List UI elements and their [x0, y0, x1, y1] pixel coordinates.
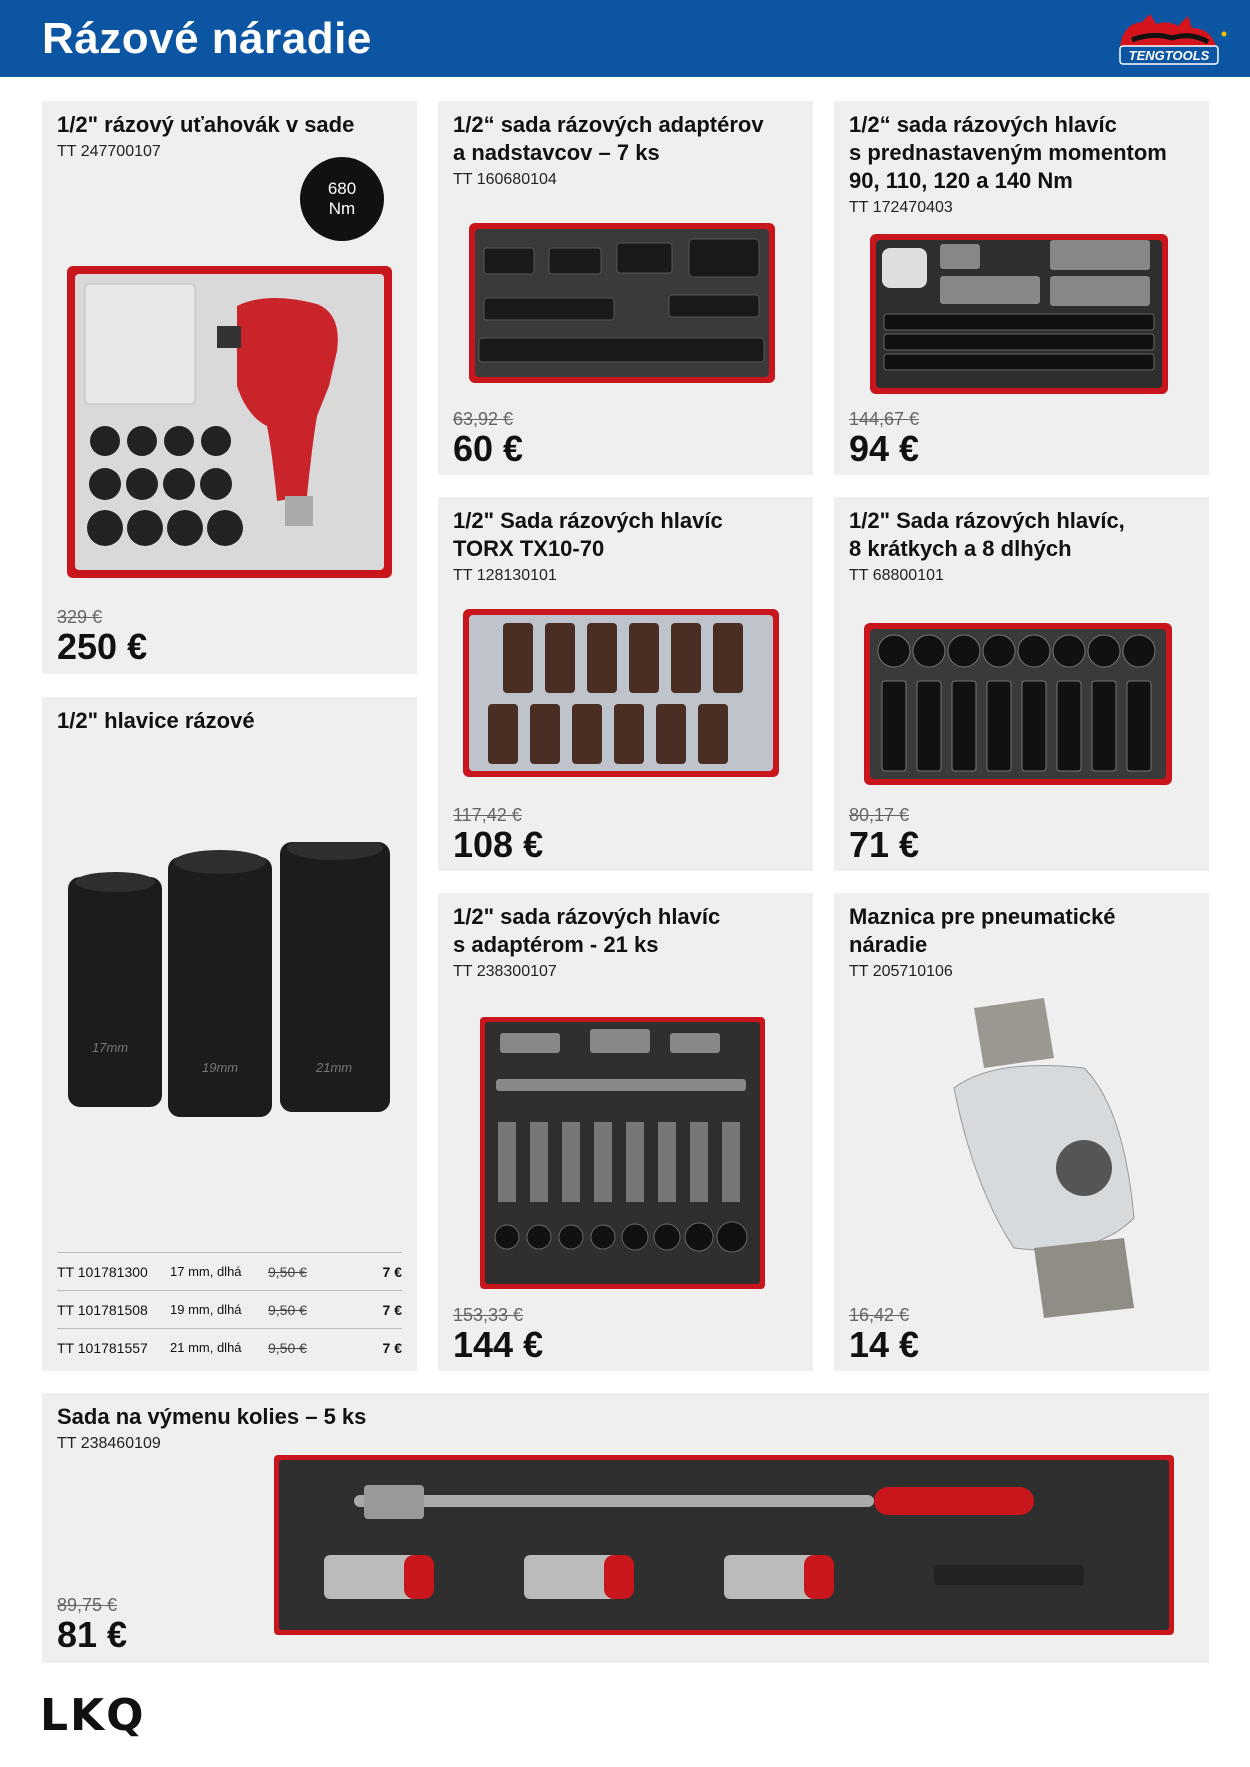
old-price: 153,33 €: [453, 1305, 524, 1325]
old-price: 144,67 €: [849, 409, 920, 429]
table-row: TT 101781508 19 mm, dlhá 9,50 € 7 €: [57, 1291, 402, 1329]
new-price: 144 €: [453, 1324, 544, 1365]
socket-set-21pcs-image: [480, 1017, 765, 1289]
torque-badge: 680 Nm: [300, 157, 384, 241]
short-long-socket-set-image: [864, 623, 1172, 785]
product-code: TT 238460109: [57, 1435, 161, 1452]
tengtools-logo: [1112, 10, 1232, 70]
product-title: Sada na výmenu kolies – 5 ks: [57, 1404, 367, 1429]
new-price: 250 €: [57, 626, 148, 667]
product-card-torx-socket-set[interactable]: [438, 497, 813, 871]
socket-label-17: 17mm: [92, 1040, 129, 1055]
product-title: 1/2" sada rázových hlavíc s adaptérom - 21 ks: [453, 904, 721, 957]
torx-socket-set-image: [463, 609, 779, 777]
old-price: 16,42 €: [849, 1305, 910, 1325]
product-code: TT 172470403: [849, 199, 953, 216]
new-price: 14 €: [849, 1324, 920, 1365]
new-price: 71 €: [849, 824, 920, 865]
product-title: 1/2" hlavice rázové: [57, 708, 255, 733]
product-card-torque-socket-set[interactable]: [834, 101, 1209, 475]
torque-socket-set-image: [870, 234, 1168, 394]
product-code: TT 68800101: [849, 567, 944, 584]
product-title: 1/2" Sada rázových hlavíc TORX TX10-70: [453, 508, 723, 561]
impact-wrench-set-image: [67, 266, 392, 578]
table-row: TT 101781557 21 mm, dlhá 9,50 € 7 €: [57, 1329, 402, 1367]
product-title: 1/2“ sada rázových adaptérov a nadstavcov – 7 ks: [453, 112, 764, 165]
product-card-short-long-socket-set[interactable]: [834, 497, 1209, 871]
product-code: TT 247700107: [57, 143, 161, 160]
old-price: 329 €: [57, 607, 103, 627]
product-title: Maznica pre pneumatické náradie: [849, 904, 1116, 957]
new-price: 108 €: [453, 824, 544, 865]
product-card-air-lubricator[interactable]: [834, 893, 1209, 1371]
socket-label-19: 19mm: [202, 1060, 239, 1075]
impact-sockets-image: [62, 842, 402, 1142]
table-row: TT 101781300 17 mm, dlhá 9,50 € 7 €: [57, 1253, 402, 1291]
old-price: 117,42 €: [453, 805, 522, 825]
adapter-set-image: [469, 223, 775, 383]
new-price: 60 €: [453, 428, 524, 469]
product-card-impact-sockets[interactable]: [42, 697, 417, 1371]
product-card-wheel-change-set[interactable]: [42, 1393, 1209, 1663]
old-price: 63,92 €: [453, 409, 514, 429]
product-card-socket-set-21pcs[interactable]: [438, 893, 813, 1371]
product-title: 1/2“ sada rázových hlavíc s prednastaveným momentom 90, 110, 120 a 140 Nm: [849, 112, 1167, 193]
new-price: 81 €: [57, 1614, 128, 1655]
variants-table: [57, 1252, 402, 1367]
wheel-change-set-image: [274, 1455, 1174, 1635]
lkq-logo: LKQ: [40, 1690, 146, 1741]
air-lubricator-image: [934, 988, 1174, 1328]
page-title: Rázové náradie: [42, 14, 372, 63]
product-code: TT 128130101: [453, 567, 557, 584]
product-card-impact-wrench[interactable]: [42, 101, 417, 674]
product-title: 1/2" rázový uťahovák v sade: [57, 112, 355, 137]
product-code: TT 205710106: [849, 963, 953, 980]
product-title: 1/2" Sada rázových hlavíc, 8 krátkych a 8 dlhých: [849, 508, 1125, 561]
socket-label-21: 21mm: [316, 1060, 353, 1075]
product-card-adapter-set[interactable]: [438, 101, 813, 475]
logo-text: TENGTOOLS: [1128, 48, 1210, 63]
new-price: 94 €: [849, 428, 920, 469]
product-code: TT 160680104: [453, 171, 557, 188]
page-header: [0, 0, 1250, 77]
old-price: 80,17 €: [849, 805, 910, 825]
old-price: 89,75 €: [57, 1595, 118, 1615]
product-code: TT 238300107: [453, 963, 557, 980]
